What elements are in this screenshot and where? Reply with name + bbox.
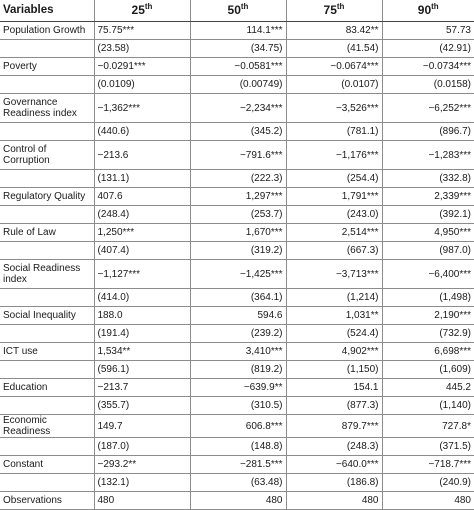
- row-label: [0, 289, 94, 307]
- table-cell: −640.0***: [286, 456, 382, 474]
- row-label: Social Inequality: [0, 307, 94, 325]
- table-cell: 114.1***: [190, 22, 286, 40]
- coefficient-row: [0, 94, 474, 123]
- table-cell: (781.1): [286, 123, 382, 141]
- table-cell: 83.42**: [286, 22, 382, 40]
- row-label: [0, 170, 94, 188]
- table-cell: 1,297***: [190, 188, 286, 206]
- table-cell: (1,140): [382, 397, 474, 415]
- table-cell: 1,670***: [190, 224, 286, 242]
- coefficient-row: [0, 22, 474, 40]
- table-cell: (310.5): [190, 397, 286, 415]
- row-label: [0, 397, 94, 415]
- table-cell: (187.0): [94, 438, 190, 456]
- table-cell: −1,425***: [190, 260, 286, 289]
- std-error-row: [0, 123, 474, 141]
- table-cell: (239.2): [190, 325, 286, 343]
- coefficient-row: [0, 307, 474, 325]
- table-cell: −1,283***: [382, 141, 474, 170]
- quantile-number: 75: [323, 3, 337, 17]
- table-cell: 2,190***: [382, 307, 474, 325]
- table-cell: (42.91): [382, 40, 474, 58]
- std-error-row: [0, 289, 474, 307]
- table-cell: (254.4): [286, 170, 382, 188]
- table-cell: (0.0158): [382, 76, 474, 94]
- table-cell: 4,950***: [382, 224, 474, 242]
- table-cell: −3,713***: [286, 260, 382, 289]
- table-cell: 149.7: [94, 415, 190, 438]
- table-cell: −293.2**: [94, 456, 190, 474]
- row-label: [0, 361, 94, 379]
- table-cell: 154.1: [286, 379, 382, 397]
- table-cell: 57.73: [382, 22, 474, 40]
- quantile-number: 50: [227, 3, 241, 17]
- table-cell: 407.6: [94, 188, 190, 206]
- header-quantile-25: [94, 0, 190, 22]
- table-cell: (1,609): [382, 361, 474, 379]
- std-error-row: [0, 242, 474, 260]
- header-quantile-90: [382, 0, 474, 22]
- table-cell: −213.7: [94, 379, 190, 397]
- table-cell: 1,791***: [286, 188, 382, 206]
- coefficient-row: [0, 141, 474, 170]
- table-cell: 480: [94, 492, 190, 510]
- row-label: [0, 438, 94, 456]
- table-cell: (414.0): [94, 289, 190, 307]
- table-cell: (987.0): [382, 242, 474, 260]
- table-cell: 606.8***: [190, 415, 286, 438]
- std-error-row: [0, 170, 474, 188]
- table-cell: (1,498): [382, 289, 474, 307]
- table-cell: (253.7): [190, 206, 286, 224]
- table-cell: −6,400***: [382, 260, 474, 289]
- row-label: Economic Readiness: [0, 415, 94, 438]
- std-error-row: [0, 40, 474, 58]
- row-label: Social Readiness index: [0, 260, 94, 289]
- table-cell: 480: [382, 492, 474, 510]
- row-label: ICT use: [0, 343, 94, 361]
- table-cell: (0.00749): [190, 76, 286, 94]
- table-cell: −6,252***: [382, 94, 474, 123]
- table-cell: (896.7): [382, 123, 474, 141]
- table-cell: 188.0: [94, 307, 190, 325]
- quantile-suffix: th: [431, 2, 439, 11]
- coefficient-row: [0, 343, 474, 361]
- row-label: Rule of Law: [0, 224, 94, 242]
- table-cell: 445.2: [382, 379, 474, 397]
- quantile-number: 25: [131, 3, 145, 17]
- table-cell: (248.3): [286, 438, 382, 456]
- table-cell: (0.0107): [286, 76, 382, 94]
- table-cell: 1,250***: [94, 224, 190, 242]
- table-cell: −1,176***: [286, 141, 382, 170]
- row-label: Education: [0, 379, 94, 397]
- std-error-row: [0, 397, 474, 415]
- table-cell: −0.0291***: [94, 58, 190, 76]
- table-cell: −0.0674***: [286, 58, 382, 76]
- table-cell: (345.2): [190, 123, 286, 141]
- table-cell: (240.9): [382, 474, 474, 492]
- table-cell: (41.54): [286, 40, 382, 58]
- table-cell: 2,514***: [286, 224, 382, 242]
- row-label: [0, 40, 94, 58]
- row-label: Governance Readiness index: [0, 94, 94, 123]
- row-label: Poverty: [0, 58, 94, 76]
- std-error-row: [0, 76, 474, 94]
- table-cell: (667.3): [286, 242, 382, 260]
- table-cell: (63.48): [190, 474, 286, 492]
- quantile-suffix: th: [240, 2, 249, 11]
- table-cell: (524.4): [286, 325, 382, 343]
- table-cell: −791.6***: [190, 141, 286, 170]
- table-cell: 727.8*: [382, 415, 474, 438]
- table-cell: (186.8): [286, 474, 382, 492]
- table-cell: 480: [190, 492, 286, 510]
- row-label: [0, 242, 94, 260]
- table-cell: (364.1): [190, 289, 286, 307]
- row-label: Control of Corruption: [0, 141, 94, 170]
- header-row: [0, 0, 474, 22]
- table-header: [0, 0, 474, 22]
- coefficient-row: [0, 224, 474, 242]
- table-cell: −3,526***: [286, 94, 382, 123]
- table-cell: 594.6: [190, 307, 286, 325]
- table-cell: (440.6): [94, 123, 190, 141]
- std-error-row: [0, 361, 474, 379]
- table-body: [0, 22, 474, 510]
- coefficient-row: [0, 379, 474, 397]
- table-cell: −213.6: [94, 141, 190, 170]
- table-cell: (0.0109): [94, 76, 190, 94]
- coefficient-row: [0, 415, 474, 438]
- table-cell: 879.7***: [286, 415, 382, 438]
- table-cell: (148.8): [190, 438, 286, 456]
- table-cell: (392.1): [382, 206, 474, 224]
- table-cell: (34.75): [190, 40, 286, 58]
- row-label: Observations: [0, 492, 94, 510]
- table-cell: 2,339***: [382, 188, 474, 206]
- header-variables: Variables: [0, 0, 94, 22]
- table-cell: −281.5***: [190, 456, 286, 474]
- row-label: [0, 474, 94, 492]
- coefficient-row: [0, 492, 474, 510]
- table-cell: 4,902***: [286, 343, 382, 361]
- table-cell: (596.1): [94, 361, 190, 379]
- row-label: Constant: [0, 456, 94, 474]
- table-cell: (407.4): [94, 242, 190, 260]
- table-cell: (191.4): [94, 325, 190, 343]
- table-cell: (1,150): [286, 361, 382, 379]
- table-cell: −2,234***: [190, 94, 286, 123]
- table-cell: −1,362***: [94, 94, 190, 123]
- table-cell: (1,214): [286, 289, 382, 307]
- row-label: [0, 325, 94, 343]
- table-cell: (332.8): [382, 170, 474, 188]
- table-cell: 1,031**: [286, 307, 382, 325]
- header-quantile-75: [286, 0, 382, 22]
- table-cell: (248.4): [94, 206, 190, 224]
- table-cell: (319.2): [190, 242, 286, 260]
- coefficient-row: [0, 260, 474, 289]
- table-cell: (222.3): [190, 170, 286, 188]
- std-error-row: [0, 474, 474, 492]
- table-cell: (131.1): [94, 170, 190, 188]
- row-label: [0, 123, 94, 141]
- table-cell: 3,410***: [190, 343, 286, 361]
- std-error-row: [0, 438, 474, 456]
- table-cell: (732.9): [382, 325, 474, 343]
- coefficient-row: [0, 188, 474, 206]
- table-cell: (132.1): [94, 474, 190, 492]
- quantile-suffix: th: [336, 2, 345, 11]
- quantile-number: 90: [417, 3, 432, 17]
- std-error-row: [0, 325, 474, 343]
- quantile-suffix: th: [144, 2, 153, 11]
- table-cell: (23.58): [94, 40, 190, 58]
- table-cell: −639.9**: [190, 379, 286, 397]
- table-cell: 1,534**: [94, 343, 190, 361]
- table-cell: (819.2): [190, 361, 286, 379]
- table-cell: −718.7***: [382, 456, 474, 474]
- table-cell: 480: [286, 492, 382, 510]
- row-label: Regulatory Quality: [0, 188, 94, 206]
- row-label: [0, 76, 94, 94]
- table-cell: 6,698***: [382, 343, 474, 361]
- table-cell: −1,127***: [94, 260, 190, 289]
- table-cell: (877.3): [286, 397, 382, 415]
- table-cell: −0.0581***: [190, 58, 286, 76]
- row-label: Population Growth: [0, 22, 94, 40]
- table-cell: (371.5): [382, 438, 474, 456]
- table-cell: (243.0): [286, 206, 382, 224]
- table-cell: 75.75***: [94, 22, 190, 40]
- coefficient-row: [0, 58, 474, 76]
- table-cell: (355.7): [94, 397, 190, 415]
- header-quantile-50: [190, 0, 286, 22]
- row-label: [0, 206, 94, 224]
- table-cell: −0.0734***: [382, 58, 474, 76]
- std-error-row: [0, 206, 474, 224]
